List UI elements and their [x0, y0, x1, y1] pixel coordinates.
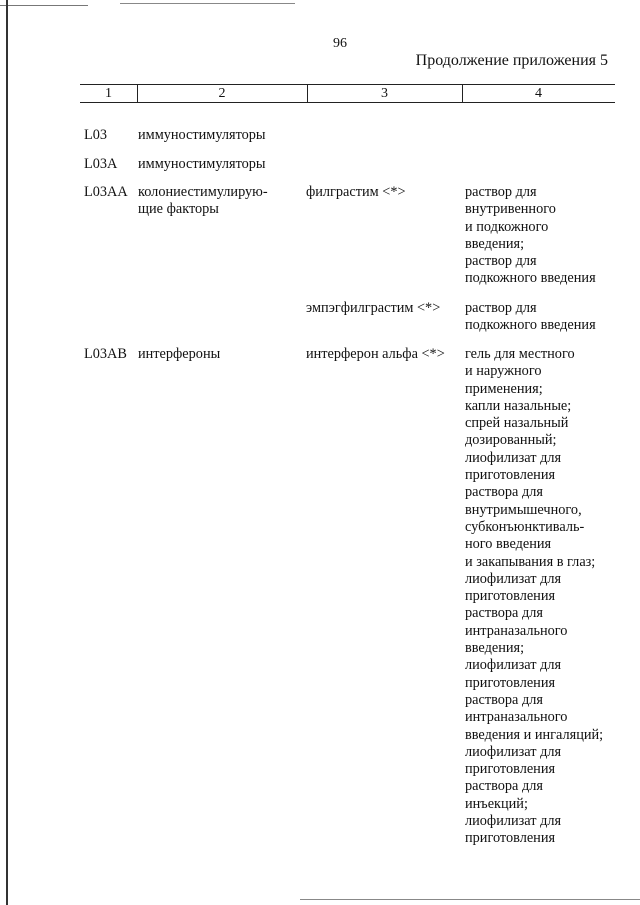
row-drug-name: интерферон альфа <*> — [306, 346, 445, 362]
column-header-3: 3 — [381, 86, 388, 101]
scan-artifact-bottom — [300, 899, 640, 900]
scan-artifact-top-left — [0, 5, 88, 6]
appendix-continuation: Продолжение приложения 5 — [415, 52, 608, 69]
scan-artifact-top-right — [120, 3, 295, 4]
column-header-4: 4 — [535, 86, 542, 101]
page-number: 96 — [333, 36, 347, 51]
row-drug-name: эмпэгфилграстим <*> — [306, 300, 441, 316]
row-group-name: иммуностимуляторы — [138, 156, 266, 172]
row-code: L03AB — [84, 346, 127, 362]
row-group-name: интерфероны — [138, 346, 221, 362]
row-dosage-forms: раствор для внутривенного и подкожного введения; раствор для подкожного введения — [465, 184, 596, 287]
column-header-2: 2 — [218, 86, 226, 101]
row-group-name: колониестимулирую- щие факторы — [138, 184, 268, 218]
row-drug-name: филграстим <*> — [306, 184, 406, 200]
row-code: L03 — [84, 127, 108, 143]
table-header-row — [80, 84, 615, 103]
row-code: L03AA — [84, 184, 128, 200]
row-dosage-forms: гель для местного и наружного применения; капли назальные; спрей назальный дозированный; лиофилизат для приготовления раствора для внутримышечного, субконъюнктиваль- ного введения и закапывания в глаз; лиофилизат для приготовления раствора для интраназального введения; лиофилизат для приготовления раствора для интраназального введения и ингаляций; лиофилизат для приготовления раствора для инъекций; лиофилизат для приготовления — [465, 346, 604, 847]
row-group-name: иммуностимуляторы — [138, 127, 266, 143]
row-code: L03A — [84, 156, 118, 172]
column-header-1: 1 — [105, 86, 112, 101]
scan-artifact-left-edge — [6, 0, 8, 905]
row-dosage-forms: раствор для подкожного введения — [465, 300, 596, 334]
